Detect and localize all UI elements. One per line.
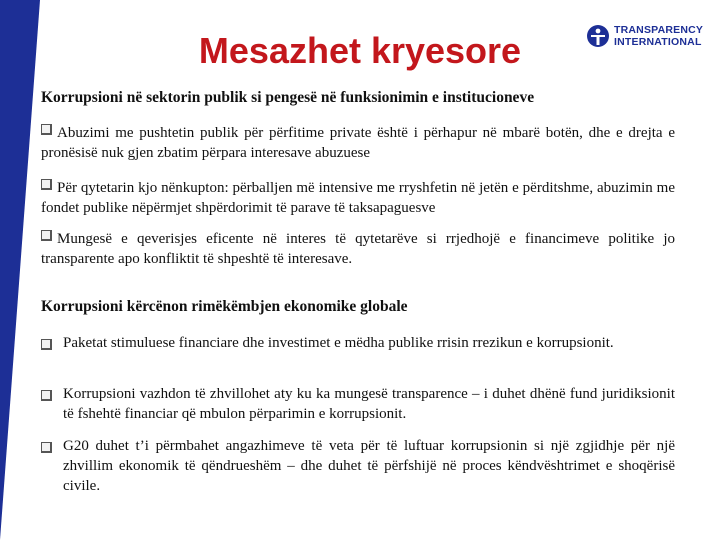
- checkbox-bullet-icon: [41, 230, 52, 241]
- section2-bullet-1: [41, 333, 675, 353]
- checkbox-bullet-icon: [41, 339, 52, 350]
- checkbox-bullet-icon: [41, 442, 52, 453]
- section2-bullet-2-text: Korrupsioni vazhdon të zhvillohet aty ku ka mungesë transparence – i duhet dhënë fund juridiksionit të fshehtë financiar që mbulon përparimin e korrupsionit.: [63, 386, 675, 422]
- section1-bullet-3: [41, 229, 675, 269]
- section1-heading: Korrupsioni në sektorin publik si pengesë në funksionimin e institucioneve: [41, 89, 535, 106]
- logo-text-line2: INTERNATIONAL: [614, 36, 702, 48]
- slide-title: Mesazhet kryesore: [198, 30, 522, 71]
- section1-bullet-2-text: Për qytetarin kjo nënkupton: përballjen më intensive me rryshfetin në jetën e përditshme, abuzimin me fondet publike nëpërmjet shpërdorimit të parave të taksapaguesve: [41, 180, 675, 216]
- logo-text-line1: TRANSPARENCY: [614, 24, 704, 36]
- section2-bullet-3-text: G20 duhet t’i përmbahet angazhimeve të veta për të luftuar korrupsionin si një zgjidhje për një zhvillim ekonomik të qëndrueshëm – dhe duhet të përfshijë në proces këndvështrimet e shoqërisë civile.: [63, 438, 675, 494]
- checkbox-bullet-icon: [41, 124, 52, 135]
- section2-bullet-1-text: Paketat stimuluese financiare dhe investimet e mëdha publike rrisin rrezikun e korrupsionit.: [63, 335, 614, 351]
- blue-corner-stripe: [0, 0, 40, 540]
- section1-bullet-3-text: Mungesë e qeverisjes eficente në interes të qytetarëve si rrjedhojë e financimeve politike jo transparente apo konfliktit të shpeshtë të interesave.: [41, 231, 675, 267]
- section2-heading: Korrupsioni kërcënon rimëkëmbjen ekonomike globale: [41, 298, 408, 315]
- globe-figure-icon: [586, 24, 610, 48]
- section1-bullet-1: [41, 123, 675, 163]
- checkbox-bullet-icon: [41, 390, 52, 401]
- section1-bullet-1-text: Abuzimi me pushtetin publik për përfitime private është i përhapur në mbarë botën, dhe e drejta e pronësisë nuk gjen zbatim përpara interesave abuzuese: [41, 125, 675, 161]
- checkbox-bullet-icon: [41, 179, 52, 190]
- section1-bullet-2: [41, 178, 675, 218]
- section2-bullet-3: [41, 436, 675, 496]
- section2-bullet-2: [41, 384, 675, 424]
- transparency-international-logo: [586, 24, 703, 48]
